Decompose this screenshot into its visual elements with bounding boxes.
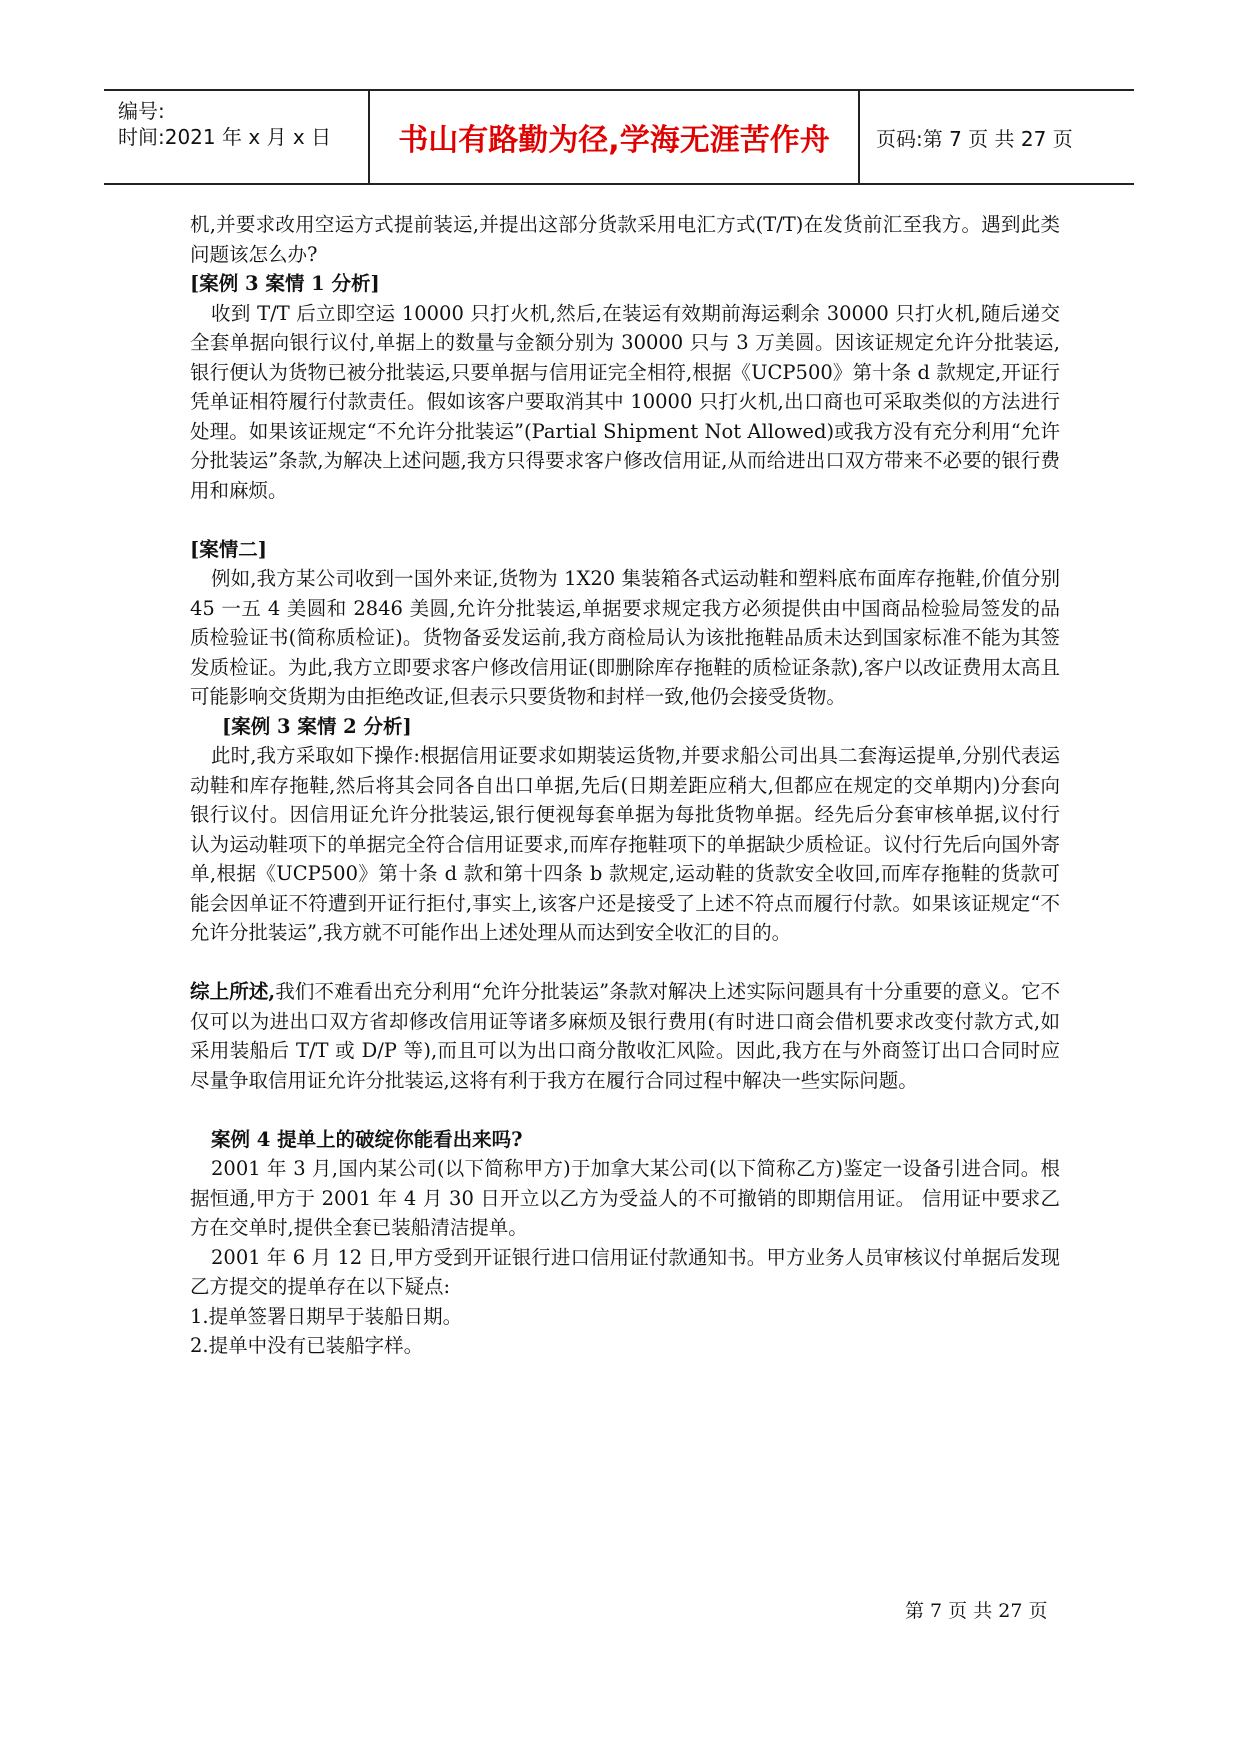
summary-lead: 综上所述,: [190, 980, 276, 1003]
paragraph: 机,并要求改用空运方式提前装运,并提出这部分货款采用电汇方式(T/T)在发货前汇至我方。遇到此类问题该怎么办?: [190, 213, 1060, 266]
time-label: 时间:2021 年 x 月 x 日: [118, 125, 332, 149]
header-page-number: 页码:第 7 页 共 27 页: [876, 126, 1073, 151]
list-item: 2.提单中没有已装船字样。: [190, 1334, 424, 1357]
list-item: 1.提单签署日期早于装船日期。: [190, 1304, 463, 1328]
paragraph: 收到 T/T 后立即空运 10000 只打火机,然后,在装运有效期前海运剩余 30000 只打火机,随后递交全套单据向银行议付,单据上的数量与金额分别为 30000 只与 3 万美圆。因该证规定允许分批装运,银行便认为货物已被分批装运,只要单据与信用证完全相符,根据《UCP500》第十条 d 款规定,开证行凭单证相符履行付款责任。假如该客户要取消其中 10000 只打火机,出口商也可采取类似的方法进行处理。如果该证规定“不允许分批装运”(Partial Shipment Not Allowed)或我方没有充分利用“允许分批装运”条款,为解决上述问题,我方只得要求客户修改信用证,从而给进出口双方带来不必要的银行费用和麻烦。: [190, 301, 1060, 502]
number-label: 编号:: [118, 99, 165, 123]
section-heading: 案例 4 提单上的破绽你能看出来吗?: [211, 1127, 523, 1151]
spacer: [190, 1095, 1060, 1125]
paragraph: 此时,我方采取如下操作:根据信用证要求如期装运货物,并要求船公司出具二套海运提单,分别代表运动鞋和库存拖鞋,然后将其会同各自出口单据,先后(日期差距应稍大,但都应在规定的交单期内)分套向银行议付。因信用证允许分批装运,银行便视每套单据为每批货物单据。经先后分套审核单据,议付行认为运动鞋项下的单据完全符合信用证要求,而库存拖鞋项下的单据缺少质检证。议付行先后向国外寄单,根据《UCP500》第十条 d 款和第十四条 b 款规定,运动鞋的货款安全收回,而库存拖鞋的货款可能会因单证不符遭到开证行拒付,事实上,该客户还是接受了上述不符点而履行付款。如果该证规定“不允许分批装运”,我方就不可能作出上述处理从而达到安全收汇的目的。: [190, 744, 1060, 944]
section-heading: [案例 3 案情 1 分析]: [190, 272, 380, 295]
footer-page-number: 第 7 页 共 27 页: [905, 1600, 1048, 1622]
document-header: [104, 89, 1134, 185]
section-heading: [案情二]: [190, 537, 267, 561]
header-motto: 书山有路勤为径,学海无涯苦作舟: [370, 91, 860, 183]
document-body: [190, 210, 1060, 1361]
section-heading: [案例 3 案情 2 分析]: [222, 714, 412, 738]
header-meta: [104, 91, 370, 183]
paragraph: 2001 年 6 月 12 日,甲方受到开证银行进口信用证付款通知书。甲方业务人员审核议付单据后发现乙方提交的提单存在以下疑点:: [190, 1245, 1060, 1298]
spacer: [190, 948, 1060, 978]
summary-text: 我们不难看出充分利用“允许分批装运”条款对解决上述实际问题具有十分重要的意义。它不仅可以为进出口双方省却修改信用证等诸多麻烦及银行费用(有时进口商会借机要求改变付款方式,如采用装船后 T/T 或 D/P 等),而且可以为出口商分散收汇风险。因此,我方在与外商签订出口合同时应尽量争取信用证允许分批装运,这将有利于我方在履行合同过程中解决一些实际问题。: [190, 980, 1060, 1092]
paragraph: 2001 年 3 月,国内某公司(以下简称甲方)于加拿大某公司(以下简称乙方)鉴定一设备引进合同。根据恒通,甲方于 2001 年 4 月 30 日开立以乙方为受益人的不可撤销的即期信用证。 信用证中要求乙方在交单时,提供全套已装船清洁提单。: [190, 1157, 1060, 1239]
summary-paragraph: [190, 977, 1060, 1095]
spacer: [190, 505, 1060, 535]
paragraph: 例如,我方某公司收到一国外来证,货物为 1X20 集装箱各式运动鞋和塑料底布面库存拖鞋,价值分别 45 一五 4 美圆和 2846 美圆,允许分批装运,单据要求规定我方必须提供由中国商品检验局签发的品质检验证书(简称质检证)。货物备妥发运前,我方商检局认为该批拖鞋品质未达到国家标准不能为其签发质检证。为此,我方立即要求客户修改信用证(即删除库存拖鞋的质检证条款),客户以改证费用太高且可能影响交货期为由拒绝改证,但表示只要货物和封样一致,他仍会接受货物。: [190, 567, 1060, 708]
